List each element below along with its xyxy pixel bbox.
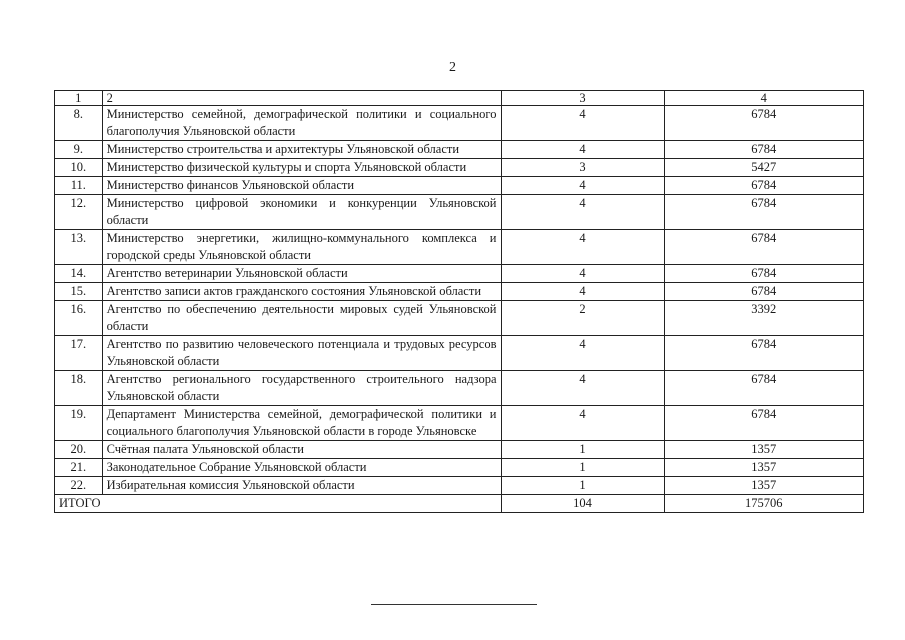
amount-cell: 1357: [664, 459, 864, 477]
amount-cell: 6784: [664, 106, 864, 141]
row-number: 19.: [55, 406, 103, 441]
quantity-cell: 4: [501, 406, 664, 441]
organization-name: Департамент Министерства семейной, демографической политики и социального благополучия Ульяновской области в городе Ульяновске: [102, 406, 501, 441]
organization-name: Министерство цифровой экономики и конкуренции Ульяновской области: [102, 195, 501, 230]
row-number: 21.: [55, 459, 103, 477]
row-number: 8.: [55, 106, 103, 141]
amount-cell: 6784: [664, 265, 864, 283]
row-number: 13.: [55, 230, 103, 265]
organization-name: Министерство семейной, демографической политики и социального благополучия Ульяновской области: [102, 106, 501, 141]
organization-name: Избирательная комиссия Ульяновской области: [102, 477, 501, 495]
header-col-4: 4: [664, 91, 864, 106]
table-row: [55, 477, 864, 495]
amount-cell: 6784: [664, 177, 864, 195]
organization-name: Счётная палата Ульяновской области: [102, 441, 501, 459]
table-row: [55, 159, 864, 177]
quantity-cell: 4: [501, 336, 664, 371]
row-number: 9.: [55, 141, 103, 159]
table-row: [55, 283, 864, 301]
quantity-cell: 1: [501, 477, 664, 495]
organization-name: Агентство по обеспечению деятельности мировых судей Ульяновской области: [102, 301, 501, 336]
table-row: [55, 177, 864, 195]
quantity-cell: 4: [501, 265, 664, 283]
table-row: [55, 106, 864, 141]
row-number: 15.: [55, 283, 103, 301]
table-row: [55, 371, 864, 406]
table-row: [55, 459, 864, 477]
table-body: [55, 91, 864, 513]
quantity-cell: 2: [501, 301, 664, 336]
organization-name: Министерство строительства и архитектуры Ульяновской области: [102, 141, 501, 159]
table-header-row: [55, 91, 864, 106]
total-quantity: 104: [501, 495, 664, 513]
row-number: 10.: [55, 159, 103, 177]
organization-name: Агентство записи актов гражданского состояния Ульяновской области: [102, 283, 501, 301]
quantity-cell: 4: [501, 141, 664, 159]
bottom-rule: [371, 604, 537, 605]
header-col-2: 2: [102, 91, 501, 106]
quantity-cell: 4: [501, 177, 664, 195]
amount-cell: 3392: [664, 301, 864, 336]
table-row: [55, 406, 864, 441]
page-number: 2: [449, 60, 456, 75]
table-row: [55, 141, 864, 159]
amount-cell: 6784: [664, 230, 864, 265]
table-row: [55, 195, 864, 230]
amount-cell: 5427: [664, 159, 864, 177]
organization-name: Законодательное Собрание Ульяновской области: [102, 459, 501, 477]
amount-cell: 6784: [664, 141, 864, 159]
organization-name: Агентство по развитию человеческого потенциала и трудовых ресурсов Ульяновской области: [102, 336, 501, 371]
row-number: 14.: [55, 265, 103, 283]
table-row: [55, 336, 864, 371]
organization-name: Министерство энергетики, жилищно-коммунального комплекса и городской среды Ульяновской области: [102, 230, 501, 265]
quantity-cell: 4: [501, 106, 664, 141]
total-label: ИТОГО: [55, 495, 502, 513]
amount-cell: 6784: [664, 195, 864, 230]
table-row: [55, 230, 864, 265]
row-number: 16.: [55, 301, 103, 336]
quantity-cell: 3: [501, 159, 664, 177]
table-row: [55, 301, 864, 336]
total-amount: 175706: [664, 495, 864, 513]
quantity-cell: 4: [501, 230, 664, 265]
header-col-3: 3: [501, 91, 664, 106]
allocation-table: [54, 90, 864, 513]
amount-cell: 6784: [664, 406, 864, 441]
table-row: [55, 265, 864, 283]
quantity-cell: 4: [501, 283, 664, 301]
amount-cell: 6784: [664, 336, 864, 371]
amount-cell: 6784: [664, 283, 864, 301]
organization-name: Министерство физической культуры и спорта Ульяновской области: [102, 159, 501, 177]
organization-name: Агентство ветеринарии Ульяновской области: [102, 265, 501, 283]
quantity-cell: 4: [501, 195, 664, 230]
row-number: 11.: [55, 177, 103, 195]
amount-cell: 1357: [664, 477, 864, 495]
organization-name: Агентство регионального государственного строительного надзора Ульяновской области: [102, 371, 501, 406]
organization-name: Министерство финансов Ульяновской области: [102, 177, 501, 195]
row-number: 20.: [55, 441, 103, 459]
row-number: 17.: [55, 336, 103, 371]
amount-cell: 1357: [664, 441, 864, 459]
row-number: 12.: [55, 195, 103, 230]
amount-cell: 6784: [664, 371, 864, 406]
header-col-1: 1: [55, 91, 103, 106]
row-number: 18.: [55, 371, 103, 406]
quantity-cell: 4: [501, 371, 664, 406]
row-number: 22.: [55, 477, 103, 495]
table-row: [55, 441, 864, 459]
quantity-cell: 1: [501, 459, 664, 477]
table-total-row: [55, 495, 864, 513]
quantity-cell: 1: [501, 441, 664, 459]
